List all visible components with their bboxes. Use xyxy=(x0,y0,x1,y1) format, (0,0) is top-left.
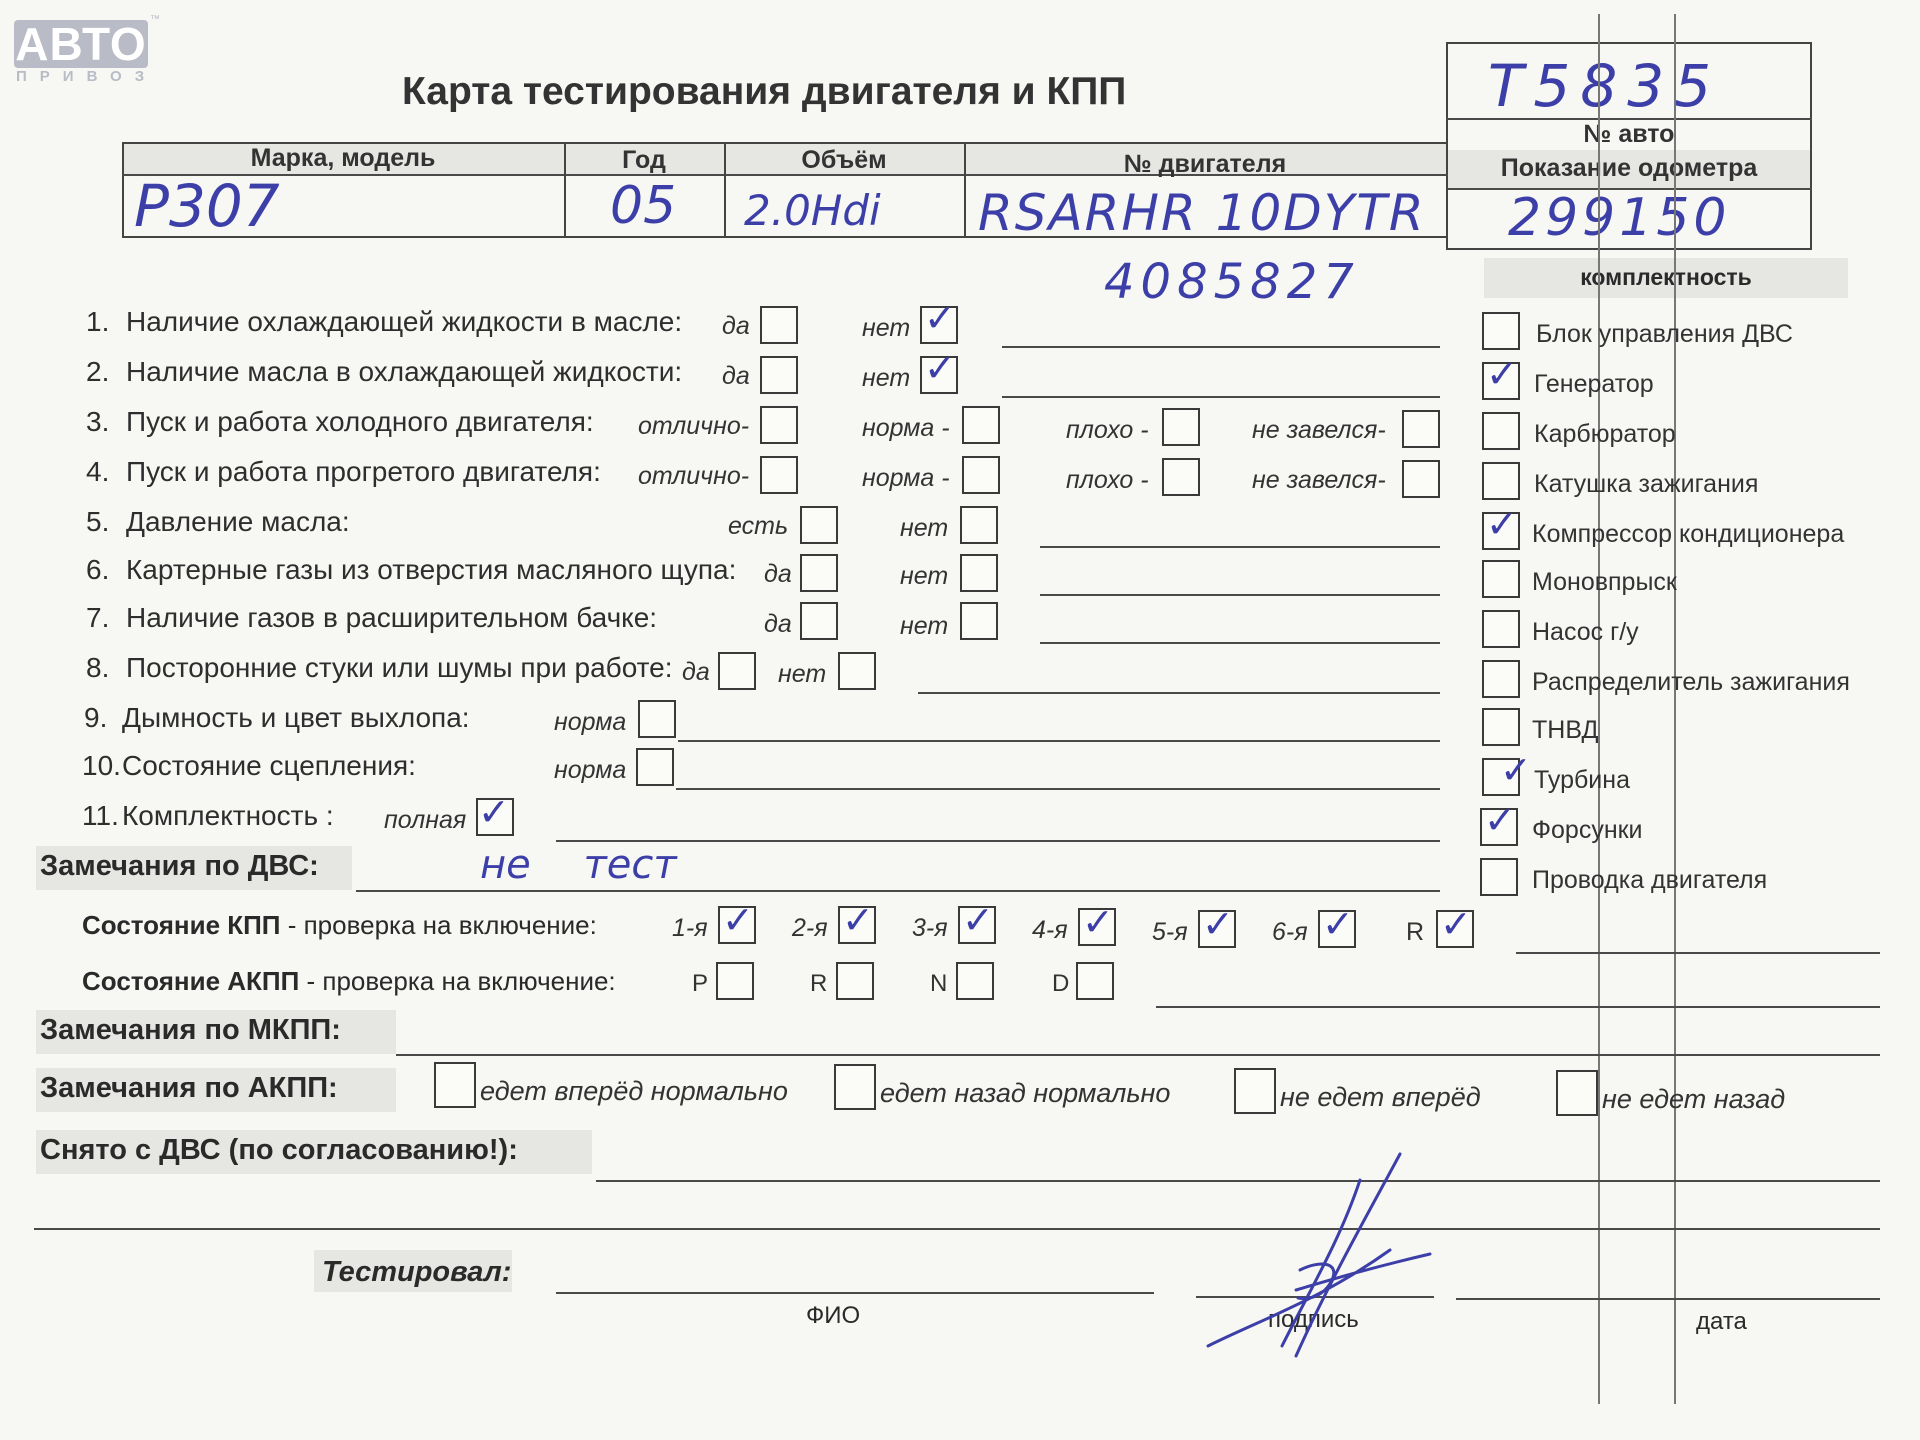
remarks-mkpp-label: Замечания по МКПП: xyxy=(40,1014,341,1046)
kpp-gear-5-label: 5-я xyxy=(1152,918,1188,946)
comp-check-2: ✓ xyxy=(1486,352,1518,396)
logo: АВТО xyxy=(15,18,147,70)
comp-check-5: ✓ xyxy=(1486,502,1518,546)
q11-line xyxy=(556,840,1440,842)
q10-normal-label: норма xyxy=(554,756,627,784)
q7-number: 7. xyxy=(86,602,110,633)
akpp-line xyxy=(1156,1006,1880,1008)
q8-no-checkbox[interactable] xyxy=(838,652,876,690)
kpp-gear-3-label: 3-я xyxy=(912,914,948,942)
kpp-gear-2-label: 2-я xyxy=(792,914,828,942)
q3-bad-checkbox[interactable] xyxy=(1162,408,1200,446)
make-label: Марка, модель xyxy=(250,144,436,172)
akpp-label-rest: - проверка на включение: xyxy=(299,966,616,996)
q3-excellent-checkbox[interactable] xyxy=(760,406,798,444)
comp-checkbox-7[interactable] xyxy=(1482,610,1520,648)
q4-bad-label: плохо - xyxy=(1066,466,1149,494)
comp-label-6: Моновпрыск xyxy=(1532,568,1677,596)
remarks-mkpp-line xyxy=(396,1054,1880,1056)
fio-label: ФИО xyxy=(806,1302,861,1329)
volume-value: 2.0Hdi xyxy=(744,186,881,235)
fio-line xyxy=(556,1292,1154,1294)
kpp-gear-4-check: ✓ xyxy=(1082,900,1114,944)
akpp-gear-r-label: R xyxy=(810,970,828,997)
q4-excellent-checkbox[interactable] xyxy=(760,456,798,494)
date-line xyxy=(1456,1298,1880,1300)
akpp-gear-n-label: N xyxy=(930,970,948,997)
akpp-label-bold: Состояние АКПП xyxy=(82,966,300,996)
fold-line-2 xyxy=(1674,14,1676,1404)
akpp-no-backward-checkbox[interactable] xyxy=(1556,1070,1598,1116)
q3-nostart-label: не завелся- xyxy=(1252,416,1386,444)
q8-no-label: нет xyxy=(778,660,827,688)
q6-no-checkbox[interactable] xyxy=(960,554,998,592)
q4-nostart-checkbox[interactable] xyxy=(1402,460,1440,498)
q11-full-label: полная xyxy=(384,806,467,834)
q9-text: Дымность и цвет выхлопа: xyxy=(122,702,470,733)
q5-yes-checkbox[interactable] xyxy=(800,506,838,544)
q1-yes-label: да xyxy=(722,312,750,340)
kpp-gear-2-check: ✓ xyxy=(842,898,874,942)
comp-check-11: ✓ xyxy=(1484,798,1516,842)
remarks-dvs-handwritten: не тест xyxy=(480,842,677,888)
kpp-label-bold: Состояние КПП xyxy=(82,910,281,940)
car-number-label: № авто xyxy=(1583,120,1675,148)
signature-stroke xyxy=(1208,1154,1430,1356)
comp-label-4: Катушка зажигания xyxy=(1534,470,1759,498)
kpp-label-rest: - проверка на включение: xyxy=(280,910,597,940)
q7-yes-checkbox[interactable] xyxy=(800,602,838,640)
kpp-label xyxy=(82,910,597,941)
comp-checkbox-4[interactable] xyxy=(1482,462,1520,500)
kpp-gear-1-label: 1-я xyxy=(672,914,708,942)
comp-checkbox-9[interactable] xyxy=(1482,708,1520,746)
comp-label-8: Распределитель зажигания xyxy=(1532,668,1850,696)
logo-subtitle: ПРИВОЗ xyxy=(16,68,158,85)
akpp-gear-p-checkbox[interactable] xyxy=(716,962,754,1000)
q2-yes-checkbox[interactable] xyxy=(760,356,798,394)
page-title: Карта тестирования двигателя и КПП xyxy=(402,70,1127,113)
comp-check-10: ✓ xyxy=(1500,748,1532,792)
akpp-label xyxy=(82,966,616,997)
akpp-no-forward-checkbox[interactable] xyxy=(1234,1068,1276,1114)
akpp-gear-d-label: D xyxy=(1052,970,1070,997)
comp-label-3: Карбюратор xyxy=(1534,420,1676,448)
q10-line xyxy=(676,788,1440,790)
q7-line xyxy=(1040,642,1440,644)
kpp-gear-6-check: ✓ xyxy=(1322,902,1354,946)
akpp-forward-ok-checkbox[interactable] xyxy=(434,1062,476,1108)
kpp-gear-r-label: R xyxy=(1406,918,1425,946)
q7-yes-label: да xyxy=(764,610,792,638)
year-value: 05 xyxy=(610,176,677,236)
remarks-dvs-label: Замечания по ДВС: xyxy=(40,850,319,882)
q3-excellent-label: отлично- xyxy=(638,412,750,440)
signature-mark xyxy=(1200,1150,1440,1370)
q1-text: Наличие охлаждающей жидкости в масле: xyxy=(126,306,683,337)
q8-text: Посторонние стуки или шумы при работе: xyxy=(126,652,673,683)
q7-no-label: нет xyxy=(900,612,949,640)
q1-no-label: нет xyxy=(862,314,911,342)
kpp-gear-r-check: ✓ xyxy=(1440,902,1472,946)
kpp-gear-5-check: ✓ xyxy=(1202,902,1234,946)
q9-normal-label: норма xyxy=(554,708,627,736)
comp-checkbox-6[interactable] xyxy=(1482,560,1520,598)
akpp-gear-p-label: P xyxy=(692,970,709,997)
q7-text: Наличие газов в расширительном бачке: xyxy=(126,602,658,633)
remarks-akpp-label: Замечания по АКПП: xyxy=(40,1072,338,1104)
logo-tm: ™ xyxy=(150,14,160,25)
q4-excellent-label: отлично- xyxy=(638,462,750,490)
akpp-backward-ok-checkbox[interactable] xyxy=(834,1064,876,1110)
q6-yes-checkbox[interactable] xyxy=(800,554,838,592)
q2-text: Наличие масла в охлаждающей жидкости: xyxy=(126,356,683,387)
q10-normal-checkbox[interactable] xyxy=(636,748,674,786)
q5-yes-label: есть xyxy=(728,512,789,540)
q11-number: 11. xyxy=(82,800,119,831)
kpp-line xyxy=(1516,952,1880,954)
engine-value-2: 4085827 xyxy=(1104,254,1360,310)
comp-label-12: Проводка двигателя xyxy=(1532,866,1768,894)
akpp-no-backward-label: не едет назад xyxy=(1602,1084,1786,1114)
comp-checkbox-1[interactable] xyxy=(1482,312,1520,350)
comp-label-9: ТНВД xyxy=(1532,716,1599,744)
q11-full-check: ✓ xyxy=(478,790,510,834)
engine-label: № двигателя xyxy=(1123,150,1287,178)
comp-checkbox-8[interactable] xyxy=(1482,660,1520,698)
q3-normal-label: норма - xyxy=(862,414,950,442)
q7-no-checkbox[interactable] xyxy=(960,602,998,640)
kpp-gear-4-label: 4-я xyxy=(1032,916,1068,944)
odometer-value: 299150 xyxy=(1508,188,1731,248)
signature-label: подпись xyxy=(1268,1306,1359,1333)
q9-line xyxy=(678,740,1440,742)
q2-no-label: нет xyxy=(862,364,911,392)
q5-text: Давление масла: xyxy=(126,506,350,537)
q1-line xyxy=(1002,346,1440,348)
q1-no-check: ✓ xyxy=(924,296,956,340)
q8-number: 8. xyxy=(86,652,110,683)
kpp-gear-6-label: 6-я xyxy=(1272,918,1308,946)
q1-number: 1. xyxy=(86,306,110,337)
remarks-dvs-line xyxy=(356,890,1440,892)
q2-line xyxy=(1002,396,1440,398)
q4-normal-label: норма - xyxy=(862,464,950,492)
q2-yes-label: да xyxy=(722,362,750,390)
removed-line-2 xyxy=(34,1228,1880,1230)
akpp-gear-r-checkbox[interactable] xyxy=(836,962,874,1000)
comp-label-1: Блок управления ДВС xyxy=(1536,320,1793,348)
date-label: дата xyxy=(1696,1308,1747,1335)
q6-no-label: нет xyxy=(900,562,949,590)
q1-yes-checkbox[interactable] xyxy=(760,306,798,344)
q6-text: Картерные газы из отверстия масляного щупа: xyxy=(126,554,737,585)
q6-line xyxy=(1040,594,1440,596)
q4-normal-checkbox[interactable] xyxy=(962,456,1000,494)
q2-no-check: ✓ xyxy=(924,346,956,390)
q8-yes-checkbox[interactable] xyxy=(718,652,756,690)
kpp-gear-1-check: ✓ xyxy=(722,898,754,942)
akpp-forward-ok-label: едет вперёд нормально xyxy=(480,1076,788,1106)
q2-number: 2. xyxy=(86,356,110,387)
q10-number: 10. xyxy=(82,750,121,781)
q4-bad-checkbox[interactable] xyxy=(1162,458,1200,496)
completeness-title: комплектность xyxy=(1580,264,1752,290)
q3-bad-label: плохо - xyxy=(1066,416,1149,444)
q8-yes-label: да xyxy=(682,658,710,686)
q10-text: Состояние сцепления: xyxy=(122,750,416,781)
q8-line xyxy=(918,692,1440,694)
comp-label-2: Генератор xyxy=(1534,370,1654,398)
akpp-no-forward-label: не едет вперёд xyxy=(1280,1082,1481,1112)
year-label: Год xyxy=(622,146,666,174)
q6-yes-label: да xyxy=(764,560,792,588)
q3-number: 3. xyxy=(86,406,110,437)
fold-line-1 xyxy=(1598,14,1600,1404)
q5-no-checkbox[interactable] xyxy=(960,506,998,544)
volume-label: Объём xyxy=(801,146,887,174)
comp-label-5: Компрессор кондиционера xyxy=(1532,520,1845,548)
odometer-label: Показание одометра xyxy=(1500,154,1758,182)
comp-checkbox-3[interactable] xyxy=(1482,412,1520,450)
q4-nostart-label: не завелся- xyxy=(1252,466,1386,494)
akpp-backward-ok-label: едет назад нормально xyxy=(880,1078,1171,1108)
q4-number: 4. xyxy=(86,456,110,487)
q9-normal-checkbox[interactable] xyxy=(638,700,676,738)
tested-label: Тестировал: xyxy=(322,1256,512,1288)
q3-text: Пуск и работа холодного двигателя: xyxy=(126,406,594,437)
comp-label-11: Форсунки xyxy=(1532,816,1643,844)
q5-no-label: нет xyxy=(900,514,949,542)
q3-normal-checkbox[interactable] xyxy=(962,406,1000,444)
car-number-handwritten: T5835 xyxy=(1488,52,1722,120)
removed-label: Снято с ДВС (по согласованию!): xyxy=(40,1134,518,1166)
q5-number: 5. xyxy=(86,506,110,537)
akpp-gear-d-checkbox[interactable] xyxy=(1076,962,1114,1000)
q9-number: 9. xyxy=(84,702,108,733)
q4-text: Пуск и работа прогретого двигателя: xyxy=(126,456,601,487)
comp-label-7: Насос г/у xyxy=(1532,618,1639,646)
q11-text: Комплектность : xyxy=(122,800,334,831)
engine-value: RSARHR 10DYTR xyxy=(978,184,1426,242)
akpp-gear-n-checkbox[interactable] xyxy=(956,962,994,1000)
kpp-gear-3-check: ✓ xyxy=(962,898,994,942)
comp-checkbox-12[interactable] xyxy=(1480,858,1518,896)
q6-number: 6. xyxy=(86,554,110,585)
q5-line xyxy=(1040,546,1440,548)
q3-nostart-checkbox[interactable] xyxy=(1402,410,1440,448)
make-value: P307 xyxy=(134,172,280,240)
comp-label-10: Турбина xyxy=(1534,766,1630,794)
